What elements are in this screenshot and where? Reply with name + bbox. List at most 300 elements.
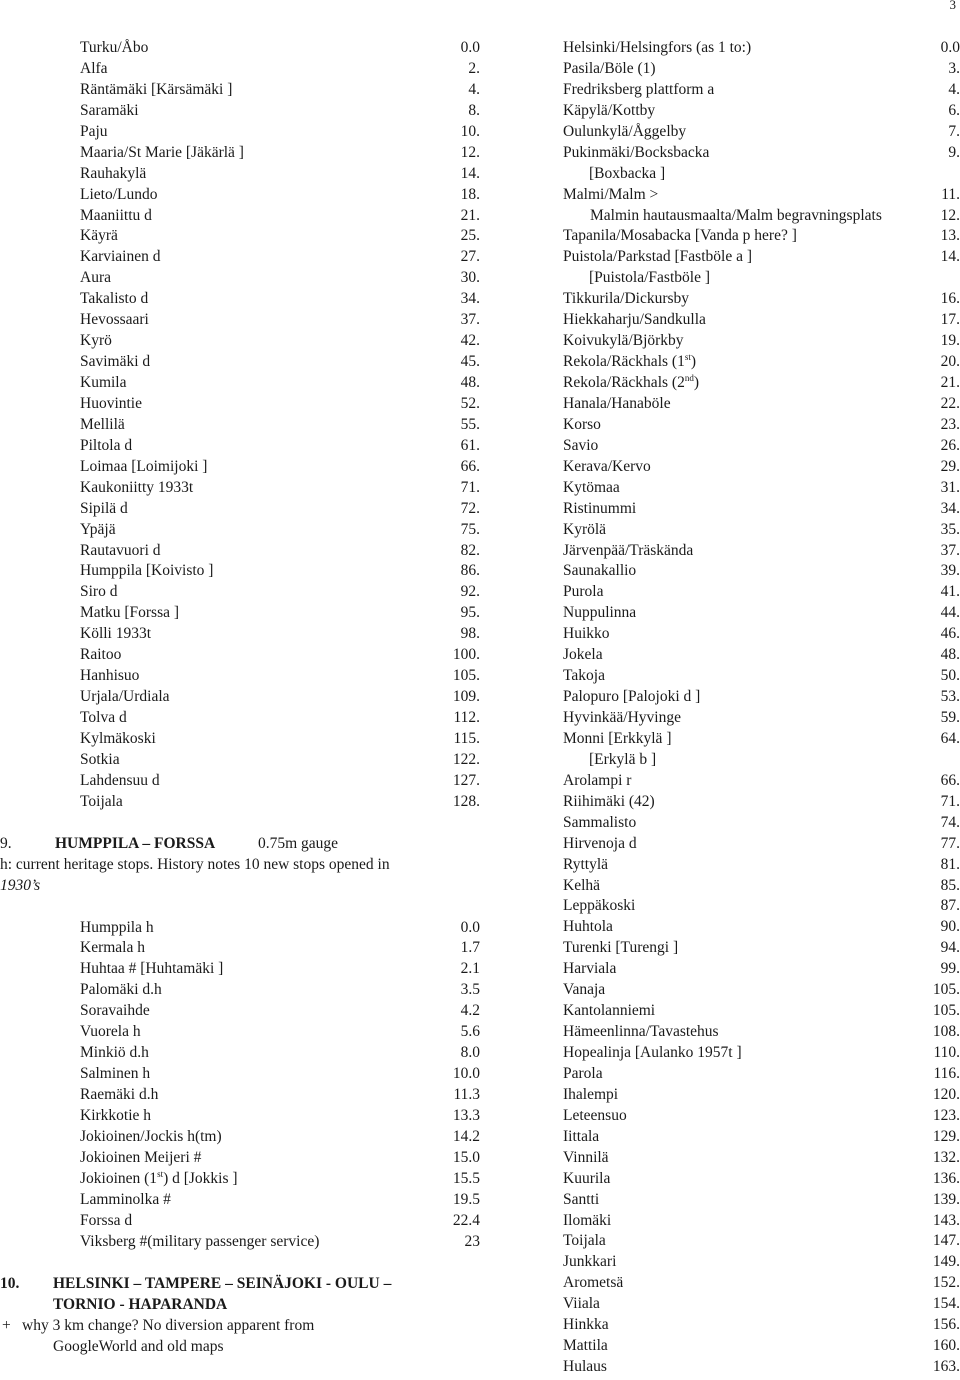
stop-row (0, 373, 480, 394)
stop-name: Huikko (563, 625, 610, 643)
stop-km: 11. (941, 185, 960, 203)
stop-km: 55. (460, 415, 480, 433)
stop-km: 85. (940, 876, 960, 894)
stop-row (490, 310, 960, 331)
stop-name: Turenki [Turengi ] (563, 939, 679, 957)
stop-km: 115. (453, 729, 480, 747)
stop-km: 122. (452, 750, 480, 768)
stop-km: 13.3 (452, 1106, 480, 1124)
stop-name: Riihimäki (42) (563, 792, 655, 810)
stop-name: Käpylä/Kottby (563, 101, 656, 119)
stop-km: 59. (940, 709, 960, 726)
stop-km: 152. (932, 1274, 960, 1292)
stop-row (490, 603, 960, 624)
stop-km: 30. (460, 269, 480, 287)
stop-row (490, 1043, 960, 1064)
stop-km: 41. (940, 583, 960, 601)
stop-row (0, 436, 480, 457)
stop-km: 160. (932, 1337, 960, 1355)
stop-name: Kermala h (80, 939, 145, 957)
stop-name: Leppäkoski (563, 897, 636, 915)
stop-km: 7. (948, 122, 960, 140)
stop-name (563, 373, 699, 394)
stop-name: Maaniittu d (80, 206, 152, 224)
stop-km: 8. (468, 101, 480, 119)
stop-row (490, 478, 960, 499)
stop-km: 9. (948, 143, 960, 161)
stop-row (0, 310, 480, 331)
stop-name-superscript: nd (684, 373, 694, 383)
stop-name: Tikkurila/Dickursby (563, 290, 690, 308)
stop-row (0, 457, 480, 478)
stop-name: Pasila/Böle (1) (563, 59, 656, 77)
stop-km: 109. (452, 688, 480, 706)
stop-row (0, 520, 480, 541)
stop-km: 31. (940, 478, 960, 496)
stop-km: 0.0 (460, 918, 480, 936)
stop-name: Ristinummi (563, 499, 637, 517)
stop-name: Savio (563, 436, 599, 454)
stop-name: Maaria/St Marie [Jäkärlä ] (80, 143, 244, 161)
stop-row (0, 478, 480, 499)
stop-row (490, 457, 960, 478)
stop-name-part: Jokioinen (1 (80, 1169, 158, 1187)
stop-row (490, 101, 960, 122)
stop-name: Minkiö d.h (80, 1044, 149, 1062)
stop-name: Monni [Erkkylä ] (563, 729, 672, 747)
stop-row (0, 959, 480, 980)
stop-km: 34. (940, 499, 960, 517)
stop-km: 92. (460, 583, 480, 601)
stop-row (490, 1336, 960, 1357)
stop-row (0, 1022, 480, 1043)
stop-row (490, 185, 960, 206)
stop-row (0, 289, 480, 310)
stop-row (490, 1148, 960, 1169)
stop-name: Arolampi r (563, 771, 632, 789)
stop-km: 26. (940, 436, 960, 454)
stop-name: Hulaus (563, 1358, 607, 1376)
stop-row (490, 1231, 960, 1252)
stop-km: 14. (460, 164, 480, 182)
stop-name: Hiekkaharju/Sandkulla (563, 311, 706, 329)
stop-name: Takalisto d (80, 290, 149, 308)
stop-name: Hyvinkää/Hyvinge (563, 709, 681, 726)
stop-km: 90. (940, 918, 960, 936)
stop-name (80, 1169, 238, 1190)
stop-name: Sipilä d (80, 499, 128, 517)
stop-row (490, 80, 960, 101)
stop-km: 35. (940, 520, 960, 538)
stop-km: 74. (940, 813, 960, 831)
stop-row (490, 394, 960, 415)
stop-row (490, 331, 960, 352)
stop-km: 72. (460, 499, 480, 517)
section-9-note-line2: 1930’s (0, 876, 41, 894)
stop-name: Saunakallio (563, 562, 637, 580)
stop-km: 77. (940, 834, 960, 852)
stop-row (0, 164, 480, 185)
stop-row (0, 1190, 480, 1211)
stop-row (490, 1273, 960, 1294)
stop-name: Helsinki/Helsingfors (as 1 to:) (563, 39, 752, 56)
stop-row (490, 959, 960, 980)
stop-name-superscript: st (157, 1168, 164, 1179)
stop-km: 27. (460, 248, 480, 266)
stop-row (490, 561, 960, 582)
stop-name: Humppila h (80, 918, 154, 936)
stop-row (0, 561, 480, 582)
stop-km: 3.5 (460, 981, 480, 999)
stop-name: Palomäki d.h (80, 981, 162, 999)
stop-row (490, 38, 960, 59)
section-10-title-line2: TORNIO - HAPARANDA (53, 1295, 228, 1313)
stop-name: Harviala (563, 960, 617, 978)
stop-row (0, 1127, 480, 1148)
section-9-heading (0, 834, 480, 855)
stop-km: 100. (452, 646, 480, 664)
stop-name: Kytömaa (563, 478, 620, 496)
stop-name: Kuurila (563, 1169, 611, 1187)
stop-km: 12. (940, 206, 960, 224)
stop-row (0, 918, 480, 939)
stop-name-part: ) (693, 374, 699, 391)
stop-row (490, 1127, 960, 1148)
stop-km: 10.0 (452, 1065, 480, 1083)
stop-km: 105. (932, 1002, 960, 1020)
stop-name: Kirkkotie h (80, 1106, 152, 1124)
stop-km: 71. (460, 478, 480, 496)
stop-name: Lieto/Lundo (80, 185, 158, 203)
stop-row (0, 1211, 480, 1232)
stop-name: Alfa (80, 59, 108, 77)
stop-name-part: Rekola/Räckhals (2 (563, 374, 685, 391)
stop-row (490, 436, 960, 457)
stop-name: Aura (80, 269, 111, 287)
stop-km: 39. (940, 562, 960, 580)
stop-km: 50. (940, 667, 960, 685)
stop-name: [Boxbacka ] (589, 164, 666, 182)
stop-name: Kölli 1933t (80, 625, 152, 643)
stop-name: Lahdensuu d (80, 771, 160, 789)
stop-row (490, 1169, 960, 1190)
stop-row (490, 876, 960, 897)
stop-row (0, 1085, 480, 1106)
stop-name: Salminen h (80, 1065, 151, 1083)
stop-km: 16. (940, 290, 960, 308)
stop-name-part: ) (690, 353, 697, 371)
route-10-stop-list (490, 38, 960, 1378)
stop-km: 11.3 (453, 1086, 480, 1104)
stop-name: Rauhakylä (80, 164, 147, 182)
stop-row (0, 38, 480, 59)
stop-row (490, 792, 960, 813)
page-number: 3 (949, 0, 956, 12)
stop-row (0, 1001, 480, 1022)
stop-name: Fredriksberg plattform a (563, 80, 715, 98)
stop-name: Ryttylä (563, 855, 609, 873)
route-9-stop-list (0, 918, 480, 1253)
stop-km: 3. (948, 59, 960, 77)
stop-km: 19.5 (452, 1190, 480, 1208)
stop-km: 163. (932, 1358, 960, 1376)
stop-row (490, 373, 960, 394)
stop-name: Korso (563, 415, 601, 433)
stop-km: 19. (940, 332, 960, 350)
stop-row (0, 541, 480, 562)
stop-name: Koivukylä/Björkby (563, 332, 684, 350)
stop-row (490, 289, 960, 310)
stop-km: 48. (940, 646, 960, 664)
stop-km: 20. (940, 353, 960, 371)
stop-km: 52. (460, 394, 480, 412)
stop-name: Raitoo (80, 646, 122, 664)
stop-km: 120. (932, 1085, 960, 1103)
stop-name (563, 352, 696, 373)
stop-row (0, 980, 480, 1001)
stop-name: Järvenpää/Träskända (563, 541, 694, 559)
stop-row (0, 666, 480, 687)
stop-name: Malmin hautausmaalta/Malm begravningsplats (590, 206, 882, 224)
stop-km: 82. (460, 541, 480, 559)
stop-name: Ypäjä (80, 520, 116, 538)
stop-km: 86. (460, 562, 480, 580)
stop-km: 44. (940, 604, 960, 622)
stop-row (490, 855, 960, 876)
stop-name: Vanaja (563, 981, 606, 999)
stop-km: 4.2 (460, 1002, 480, 1020)
stop-name: Leteensuo (563, 1106, 627, 1124)
stop-name: Humppila [Koivisto ] (80, 562, 214, 580)
stop-km: 8.0 (460, 1044, 480, 1062)
stop-km: 128. (452, 792, 480, 810)
stop-row (490, 896, 960, 917)
stop-row (490, 206, 960, 227)
stop-name: Matku [Forssa ] (80, 604, 180, 622)
stop-row (490, 834, 960, 855)
stop-row (490, 813, 960, 834)
stop-name: Hinkka (563, 1316, 609, 1334)
stop-name: Hirvenoja d (563, 834, 637, 852)
stop-km: 12. (460, 143, 480, 161)
stop-name: Mattila (563, 1337, 608, 1355)
stop-km: 105. (932, 981, 960, 999)
stop-name: Oulunkylä/Åggelby (563, 122, 687, 140)
stop-row (490, 708, 960, 729)
stop-km: 15.0 (452, 1148, 480, 1166)
stop-row (490, 520, 960, 541)
section-9-note-line1: h: current heritage stops. History notes 10 new stops opened in (0, 855, 390, 873)
stop-row (490, 729, 960, 750)
stop-row (0, 1064, 480, 1085)
stop-name: Tapanila/Mosabacka [Vanda p here? ] (563, 227, 797, 245)
stop-km: 13. (940, 227, 960, 245)
stop-name: Kylmäkoski (80, 729, 156, 747)
stop-row (490, 917, 960, 938)
stop-row (490, 1106, 960, 1127)
stop-name: Rautavuori d (80, 541, 161, 559)
stop-row (490, 541, 960, 562)
stop-row (0, 938, 480, 959)
stop-name: Jokioinen Meijeri # (80, 1148, 202, 1166)
stop-name: Kumila (80, 374, 127, 391)
right-column (490, 38, 960, 1378)
stop-name: Viiala (563, 1295, 600, 1313)
stop-row (490, 1211, 960, 1232)
stop-km: 94. (940, 939, 960, 957)
stop-name: Turku/Åbo (80, 39, 149, 56)
stop-name: Nuppulinna (563, 604, 637, 622)
section-9-number: 9. (0, 834, 12, 852)
stop-name: Santti (563, 1190, 600, 1208)
stop-km: 14. (940, 248, 960, 266)
stop-row (490, 980, 960, 1001)
stop-km: 34. (460, 290, 480, 308)
stop-km: 61. (460, 436, 480, 454)
section-10-heading (0, 1274, 480, 1316)
stop-name: Loimaa [Loimijoki ] (80, 457, 208, 475)
stop-name: Käyrä (80, 227, 118, 245)
stop-km: 18. (460, 185, 480, 203)
stop-row (0, 247, 480, 268)
stop-km: 156. (932, 1316, 960, 1334)
stop-name: Hämeenlinna/Tavastehus (563, 1023, 719, 1041)
stop-row (490, 1315, 960, 1336)
stop-km: 127. (452, 771, 480, 789)
stop-name: [Puistola/Fastböle ] (589, 269, 710, 287)
stop-row (0, 624, 480, 645)
stop-name: Huhtaa # [Huhtamäki ] (80, 960, 224, 978)
stop-row (0, 771, 480, 792)
stop-km: 1.7 (460, 939, 480, 957)
stop-row (0, 1043, 480, 1064)
stop-name: Vuorela h (80, 1023, 141, 1041)
stop-name: Saramäki (80, 101, 139, 119)
stop-row (0, 1232, 480, 1253)
stop-row (490, 624, 960, 645)
stop-row (0, 1148, 480, 1169)
stop-km: 45. (460, 353, 480, 371)
stop-name: Karviainen d (80, 248, 161, 266)
stop-km: 149. (932, 1253, 960, 1271)
stop-name: Huhtola (563, 918, 613, 936)
section-10-title-line1: HELSINKI – TAMPERE – SEINÄJOKI - OULU – (53, 1274, 392, 1292)
stop-km: 17. (940, 311, 960, 329)
stop-km: 147. (932, 1232, 960, 1250)
stop-row (490, 247, 960, 268)
section-9-gauge: 0.75m gauge (258, 834, 339, 852)
stop-name: Hopealinja [Aulanko 1957t ] (563, 1044, 742, 1061)
section-9-title: HUMPPILA – FORSSA (55, 834, 216, 852)
stop-name: Siro d (80, 583, 118, 601)
stop-km: 66. (460, 457, 480, 475)
stop-row (490, 1022, 960, 1043)
stop-name: Purola (563, 583, 604, 601)
stop-name: Parola (563, 1064, 603, 1082)
stop-name: Paju (80, 122, 108, 140)
stop-name: Palopuro [Palojoki d ] (563, 688, 701, 706)
stop-row (0, 499, 480, 520)
stop-km: 108. (932, 1023, 960, 1041)
stop-row (0, 415, 480, 436)
section-10-note-symbol: + (2, 1316, 11, 1334)
stop-km: 10. (460, 122, 480, 140)
stop-row (490, 352, 960, 373)
stop-km: 123. (932, 1106, 960, 1124)
stop-km: 64. (940, 729, 960, 747)
stop-row (490, 666, 960, 687)
stop-row (0, 1106, 480, 1127)
stop-name: Sotkia (80, 750, 120, 768)
stop-name: Soravaihde (80, 1002, 150, 1020)
stop-name: Tolva d (80, 709, 127, 726)
stop-row (490, 122, 960, 143)
stop-row (490, 415, 960, 436)
stop-row (0, 59, 480, 80)
stop-name: Piltola d (80, 436, 133, 454)
stop-name: Arometsä (563, 1274, 624, 1292)
stop-name: Pukinmäki/Bocksbacka (563, 143, 710, 161)
stop-row (0, 331, 480, 352)
section-10-note-line1: why 3 km change? No diversion apparent from (22, 1316, 315, 1334)
stop-row (0, 687, 480, 708)
stop-km: 37. (460, 311, 480, 329)
stop-name: Toijala (80, 792, 123, 810)
stop-row (0, 352, 480, 373)
stop-name: Viksberg #(military passenger service) (80, 1232, 320, 1250)
stop-km: 136. (932, 1169, 960, 1187)
stop-km: 53. (940, 688, 960, 706)
stop-km: 99. (940, 960, 960, 978)
stop-km: 4. (468, 80, 480, 98)
route-8-stop-list (0, 38, 480, 813)
stop-name-part: ) d [Jokkis ] (163, 1169, 238, 1187)
stop-km: 105. (452, 667, 480, 685)
stop-name: Lamminolka # (80, 1190, 171, 1208)
stop-name: Urjala/Urdiala (80, 688, 170, 706)
section-10-note (0, 1316, 480, 1358)
stop-row (0, 80, 480, 101)
stop-km: 66. (940, 771, 960, 789)
stop-name: Junkkari (563, 1253, 617, 1271)
stop-name: Vinnilä (563, 1148, 609, 1166)
stop-km: 71. (940, 792, 960, 810)
stop-name: Kelhä (563, 876, 601, 894)
stop-name: Iittala (563, 1127, 600, 1145)
stop-name: Raemäki d.h (80, 1086, 159, 1104)
stop-km: 143. (932, 1211, 960, 1229)
stop-row (0, 729, 480, 750)
stop-row (490, 1294, 960, 1315)
stop-km: 139. (932, 1190, 960, 1208)
stop-row (0, 143, 480, 164)
stop-row (0, 645, 480, 666)
stop-row (490, 687, 960, 708)
stop-km: 132. (932, 1148, 960, 1166)
stop-km: 75. (460, 520, 480, 538)
section-10-number: 10. (0, 1274, 20, 1292)
stop-km: 116. (933, 1064, 960, 1082)
stop-row (490, 226, 960, 247)
stop-km: 154. (932, 1295, 960, 1313)
stop-name: Ilomäki (563, 1211, 612, 1229)
stop-row (0, 603, 480, 624)
stop-km: 2.1 (460, 960, 480, 978)
stop-name: Kantolanniemi (563, 1002, 656, 1020)
stop-row (490, 1357, 960, 1378)
stop-km: 112. (453, 709, 480, 726)
stop-km: 98. (460, 625, 480, 643)
